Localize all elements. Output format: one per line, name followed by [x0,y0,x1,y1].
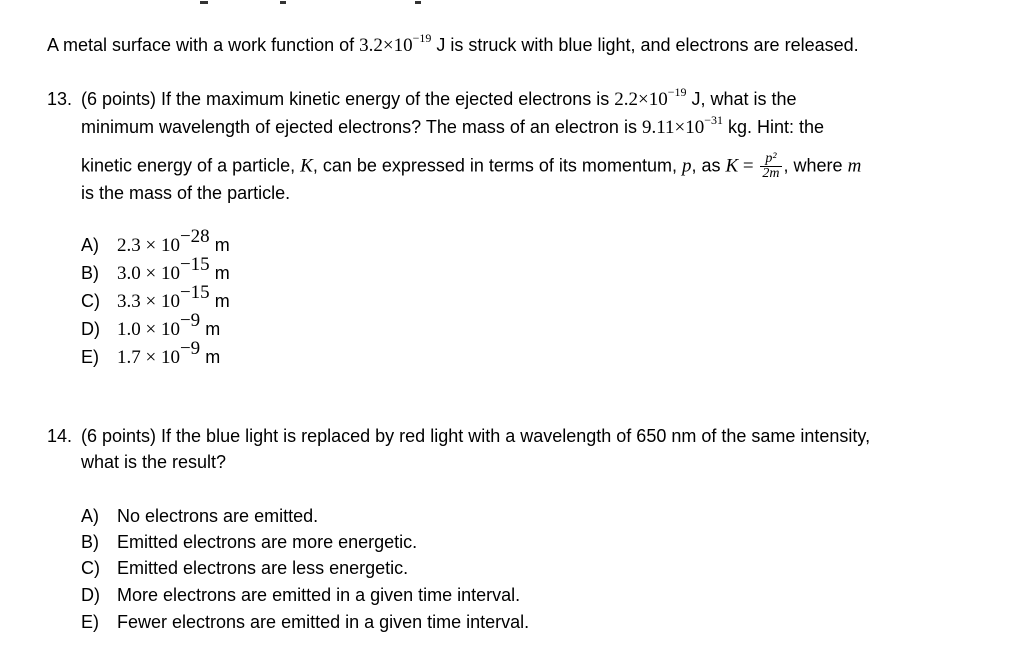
intro-text-a: A metal surface with a work function of [47,35,360,55]
eq-lhs: K [725,155,739,177]
choice-letter: E) [81,612,99,632]
fraction-numerator: p² [760,152,781,167]
work-function-value [359,30,432,56]
q13-line3-c: , as [691,155,726,176]
kinetic-energy-fraction [760,152,781,181]
wf-mantissa: 3.2×10 [359,35,413,56]
intro-sentence [47,30,859,57]
choice-unit: m [200,319,221,339]
q14-choice-d [81,584,520,606]
choice-exponent: −28 [179,226,210,247]
cropped-text-fragment [200,0,500,2]
choice-unit: m [209,291,230,311]
q13-line-1 [81,84,797,111]
choice-exponent: −9 [179,338,201,359]
choice-text: Emitted electrons are more energetic. [117,532,418,552]
wf-exponent: −19 [412,30,432,45]
choice-letter: D) [81,319,100,339]
choice-letter: C) [81,291,100,311]
q13-choice-e [81,338,221,369]
choice-unit: m [200,347,221,367]
choice-exponent: −15 [179,254,210,275]
q14-choice-e [81,611,529,633]
q13-line1-b: J, what is the [686,89,797,109]
choice-letter: C) [81,558,100,578]
fraction-tail: , [783,155,789,176]
q14-line-1: (6 points) If the blue light is replaced by red light with a wavelength of 650 nm of the same intensity, [81,426,871,446]
choice-letter: A) [81,506,99,526]
choice-letter: A) [81,235,99,255]
q13-line3-d: where [788,155,848,176]
q14-choice-c [81,557,408,579]
choice-text: More electrons are emitted in a given time interval. [117,585,521,605]
choice-mantissa: 2.3 × 10 [117,235,180,256]
q13-line-2 [81,112,825,139]
choice-mantissa: 1.7 × 10 [117,347,180,368]
q13-line3-a: kinetic energy of a particle, [81,155,301,176]
q14-number: 14. [47,426,73,446]
choice-letter: B) [81,532,99,552]
q13-line2-a: minimum wavelength of ejected electrons? The mass of an electron is [81,117,642,137]
choice-mantissa: 1.0 × 10 [117,319,180,340]
q14-choice-a [81,505,318,527]
var-k: K [300,155,313,177]
ke-exponent: −19 [667,84,687,99]
choice-text: Fewer electrons are emitted in a given time interval. [117,612,530,632]
q13-number: 13. [47,89,73,109]
mass-mantissa: 9.11×10 [641,117,705,138]
var-p: p [681,155,692,177]
choice-unit: m [209,235,230,255]
ke-mantissa: 2.2×10 [614,89,668,110]
q14-choice-b [81,531,417,553]
choice-letter: D) [81,585,100,605]
choice-unit: m [209,263,230,283]
q13-line-3 [81,152,861,181]
q13-line-4: is the mass of the particle. [81,183,291,203]
q14-line-2: what is the result? [81,452,227,472]
mass-value [641,112,723,138]
fraction-denominator: 2m [762,166,780,181]
choice-mantissa: 3.0 × 10 [117,263,180,284]
choice-exponent: −9 [179,310,201,331]
choice-mantissa: 3.3 × 10 [117,291,180,312]
choice-letter: E) [81,347,99,367]
mass-exponent: −31 [704,112,723,127]
q13-line2-b: kg. Hint: the [723,117,825,137]
q13-choice-c [81,282,230,313]
eq-sign: = [738,155,759,177]
var-m: m [847,155,862,177]
intro-text-b: J is struck with blue light, and electrons are released. [431,35,859,55]
q13-line3-b: , can be expressed in terms of its momentum, [312,155,682,176]
ke-value [614,84,687,110]
choice-exponent: −15 [179,282,210,303]
choice-text: Emitted electrons are less energetic. [117,558,409,578]
choice-letter: B) [81,263,99,283]
q13-line1-a: (6 points) If the maximum kinetic energy of the ejected electrons is [81,89,615,109]
choice-text: No electrons are emitted. [117,506,319,526]
